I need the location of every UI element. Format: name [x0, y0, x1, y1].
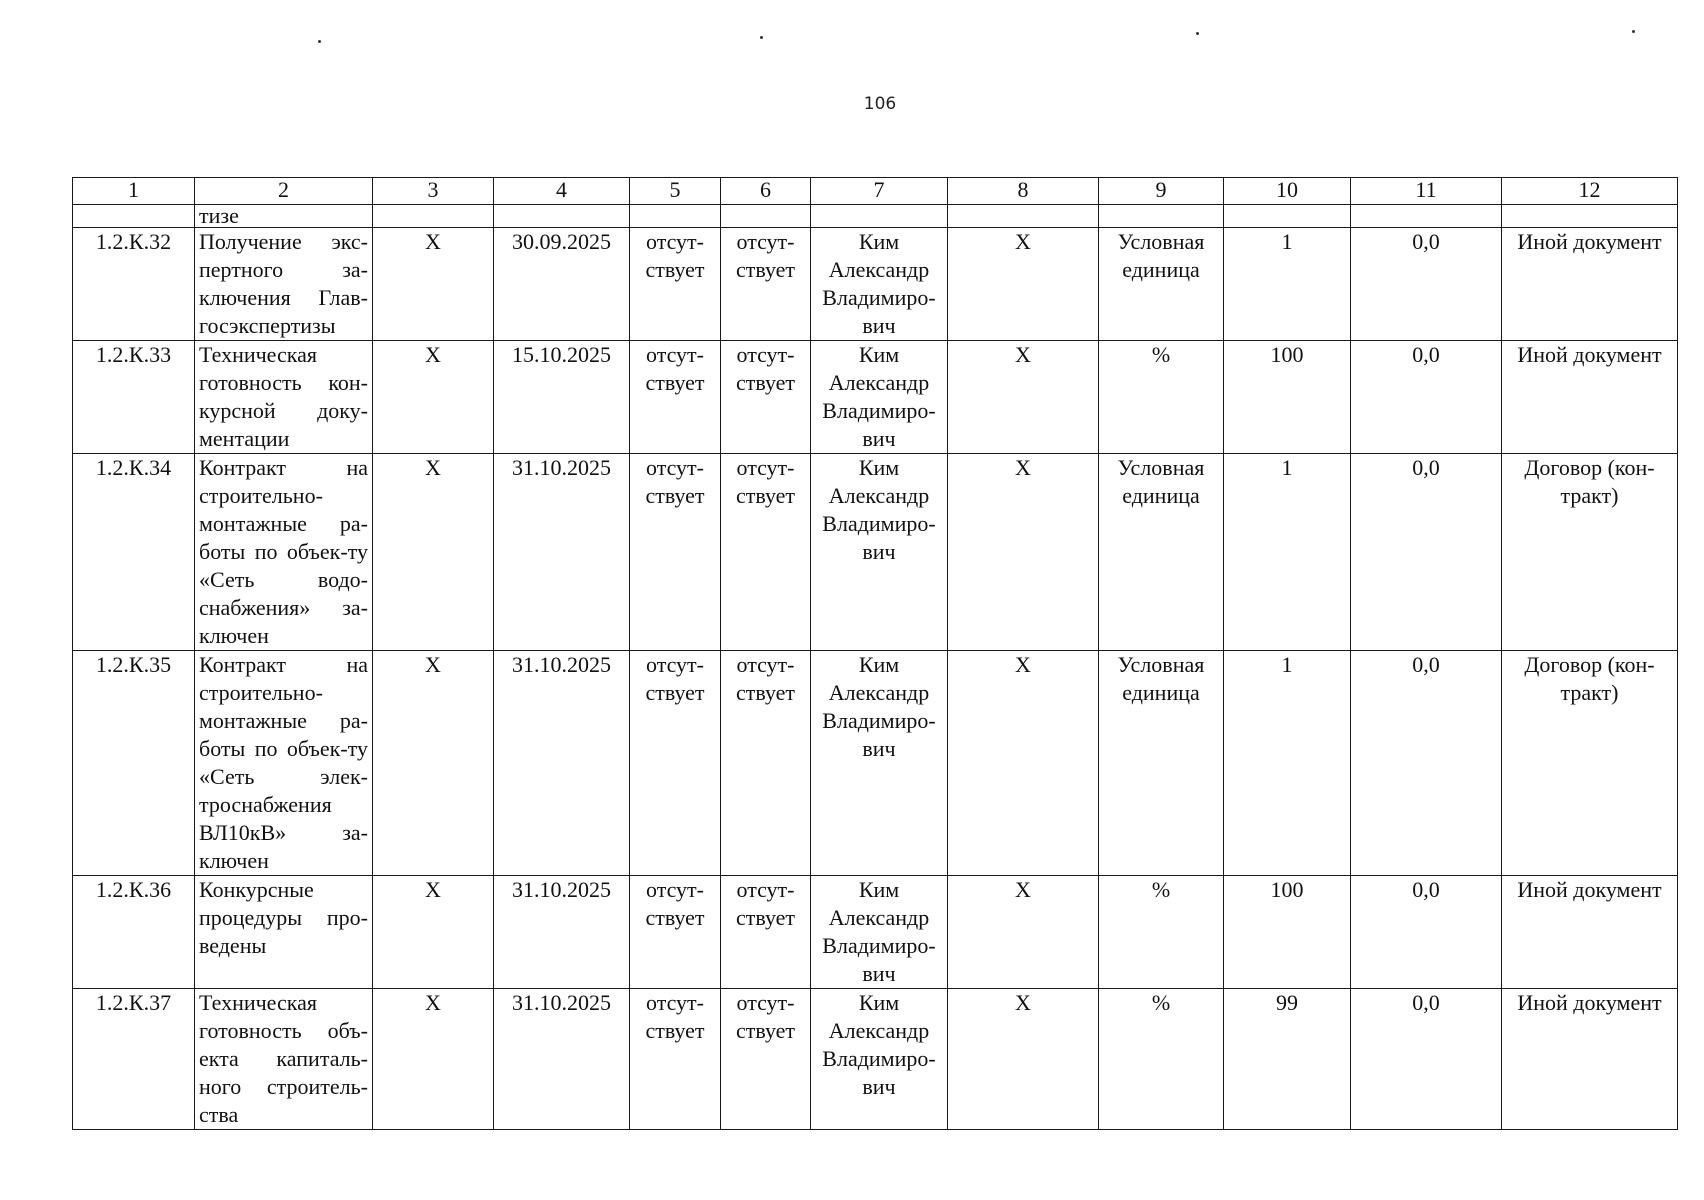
row-col8: X [948, 341, 1099, 454]
data-table [72, 177, 1678, 1130]
row-unit: % [1099, 989, 1224, 1130]
row-col8: X [948, 454, 1099, 651]
row-col11: 0,0 [1351, 989, 1502, 1130]
table-cell [1351, 205, 1502, 228]
row-doc-type: Договор (кон-тракт) [1502, 454, 1678, 651]
row-date: 31.10.2025 [494, 454, 630, 651]
table-cell [373, 205, 494, 228]
row-description: Контракт на строительно-монтажные ра-боты по объек-ту «Сеть водо-снабжения» за-ключен [195, 454, 373, 651]
header-row [73, 178, 1678, 205]
row-person: Ким Александр Владимиро-вич [811, 989, 948, 1130]
table-row [73, 341, 1678, 454]
row-col5: отсут-ствует [630, 989, 721, 1130]
row-col11: 0,0 [1351, 876, 1502, 989]
header-cell: 1 [73, 178, 195, 205]
row-col3: X [373, 651, 494, 876]
row-date: 30.09.2025 [494, 228, 630, 341]
row-person: Ким Александр Владимиро-вич [811, 876, 948, 989]
row-code: 1.2.К.36 [73, 876, 195, 989]
row-person: Ким Александр Владимиро-вич [811, 341, 948, 454]
row-code: 1.2.К.34 [73, 454, 195, 651]
row-unit: Условная единица [1099, 228, 1224, 341]
scan-speck [318, 40, 321, 43]
row-col11: 0,0 [1351, 341, 1502, 454]
row-description: Конкурсные процедуры про-ведены [195, 876, 373, 989]
row-col6: отсут-ствует [721, 341, 811, 454]
table-row [73, 989, 1678, 1130]
row-col3: X [373, 454, 494, 651]
scan-speck [1632, 30, 1635, 33]
row-col11: 0,0 [1351, 454, 1502, 651]
row-col5: отсут-ствует [630, 454, 721, 651]
header-cell: 4 [494, 178, 630, 205]
row-col3: X [373, 876, 494, 989]
row-col3: X [373, 228, 494, 341]
table-cell [721, 205, 811, 228]
row-col6: отсут-ствует [721, 454, 811, 651]
table-cell [494, 205, 630, 228]
row-col8: X [948, 876, 1099, 989]
header-cell: 5 [630, 178, 721, 205]
row-doc-type: Договор (кон-тракт) [1502, 651, 1678, 876]
row-unit: % [1099, 876, 1224, 989]
row-date: 15.10.2025 [494, 341, 630, 454]
row-date: 31.10.2025 [494, 876, 630, 989]
row-person: Ким Александр Владимиро-вич [811, 228, 948, 341]
row-col3: X [373, 989, 494, 1130]
row-description: Получение экс-пертного за-ключения Глав-госэкспертизы [195, 228, 373, 341]
row-doc-type: Иной документ [1502, 341, 1678, 454]
row-unit: Условная единица [1099, 454, 1224, 651]
header-cell: 3 [373, 178, 494, 205]
header-cell: 8 [948, 178, 1099, 205]
row-unit: Условная единица [1099, 651, 1224, 876]
row-value: 99 [1224, 989, 1351, 1130]
header-cell: 12 [1502, 178, 1678, 205]
row-date: 31.10.2025 [494, 989, 630, 1130]
scan-speck [1196, 32, 1199, 35]
row-value: 1 [1224, 651, 1351, 876]
row-value: 1 [1224, 228, 1351, 341]
row-col6: отсут-ствует [721, 228, 811, 341]
table-cell [948, 205, 1099, 228]
row-description: Техническая готовность кон-курсной доку-ментации [195, 341, 373, 454]
header-cell: 2 [195, 178, 373, 205]
header-cell: 9 [1099, 178, 1224, 205]
table-cell [73, 205, 195, 228]
row-code: 1.2.К.35 [73, 651, 195, 876]
row-col5: отсут-ствует [630, 876, 721, 989]
page-number: 106 [863, 94, 897, 114]
row-col6: отсут-ствует [721, 989, 811, 1130]
row-description: Контракт на строительно-монтажные ра-боты по объек-ту «Сеть элек-троснабжения ВЛ10кВ» за-ключен [195, 651, 373, 876]
continuation-row [73, 205, 1678, 228]
row-doc-type: Иной документ [1502, 228, 1678, 341]
row-doc-type: Иной документ [1502, 876, 1678, 989]
header-cell: 10 [1224, 178, 1351, 205]
row-person: Ким Александр Владимиро-вич [811, 454, 948, 651]
row-col6: отсут-ствует [721, 876, 811, 989]
table-cell [1502, 205, 1678, 228]
header-cell: 7 [811, 178, 948, 205]
table-row [73, 228, 1678, 341]
row-code: 1.2.К.37 [73, 989, 195, 1130]
row-col3: X [373, 341, 494, 454]
table-cell [811, 205, 948, 228]
row-col8: X [948, 989, 1099, 1130]
row-code: 1.2.К.32 [73, 228, 195, 341]
table-cell [1224, 205, 1351, 228]
row-col5: отсут-ствует [630, 651, 721, 876]
row-col11: 0,0 [1351, 651, 1502, 876]
row-value: 1 [1224, 454, 1351, 651]
row-code: 1.2.К.33 [73, 341, 195, 454]
row-doc-type: Иной документ [1502, 989, 1678, 1130]
row-date: 31.10.2025 [494, 651, 630, 876]
header-cell: 6 [721, 178, 811, 205]
row-col5: отсут-ствует [630, 341, 721, 454]
table-row [73, 876, 1678, 989]
row-value: 100 [1224, 341, 1351, 454]
row-unit: % [1099, 341, 1224, 454]
table-row [73, 454, 1678, 651]
row-col5: отсут-ствует [630, 228, 721, 341]
row-value: 100 [1224, 876, 1351, 989]
row-col8: X [948, 228, 1099, 341]
row-col6: отсут-ствует [721, 651, 811, 876]
scan-speck [760, 36, 763, 39]
table-cell [630, 205, 721, 228]
row-col8: X [948, 651, 1099, 876]
table-row [73, 651, 1678, 876]
row-description: Техническая готовность объ-екта капиталь-ного строитель-ства [195, 989, 373, 1130]
row-col11: 0,0 [1351, 228, 1502, 341]
row-person: Ким Александр Владимиро-вич [811, 651, 948, 876]
table-cell [1099, 205, 1224, 228]
header-cell: 11 [1351, 178, 1502, 205]
continuation-text: тизе [195, 205, 373, 228]
